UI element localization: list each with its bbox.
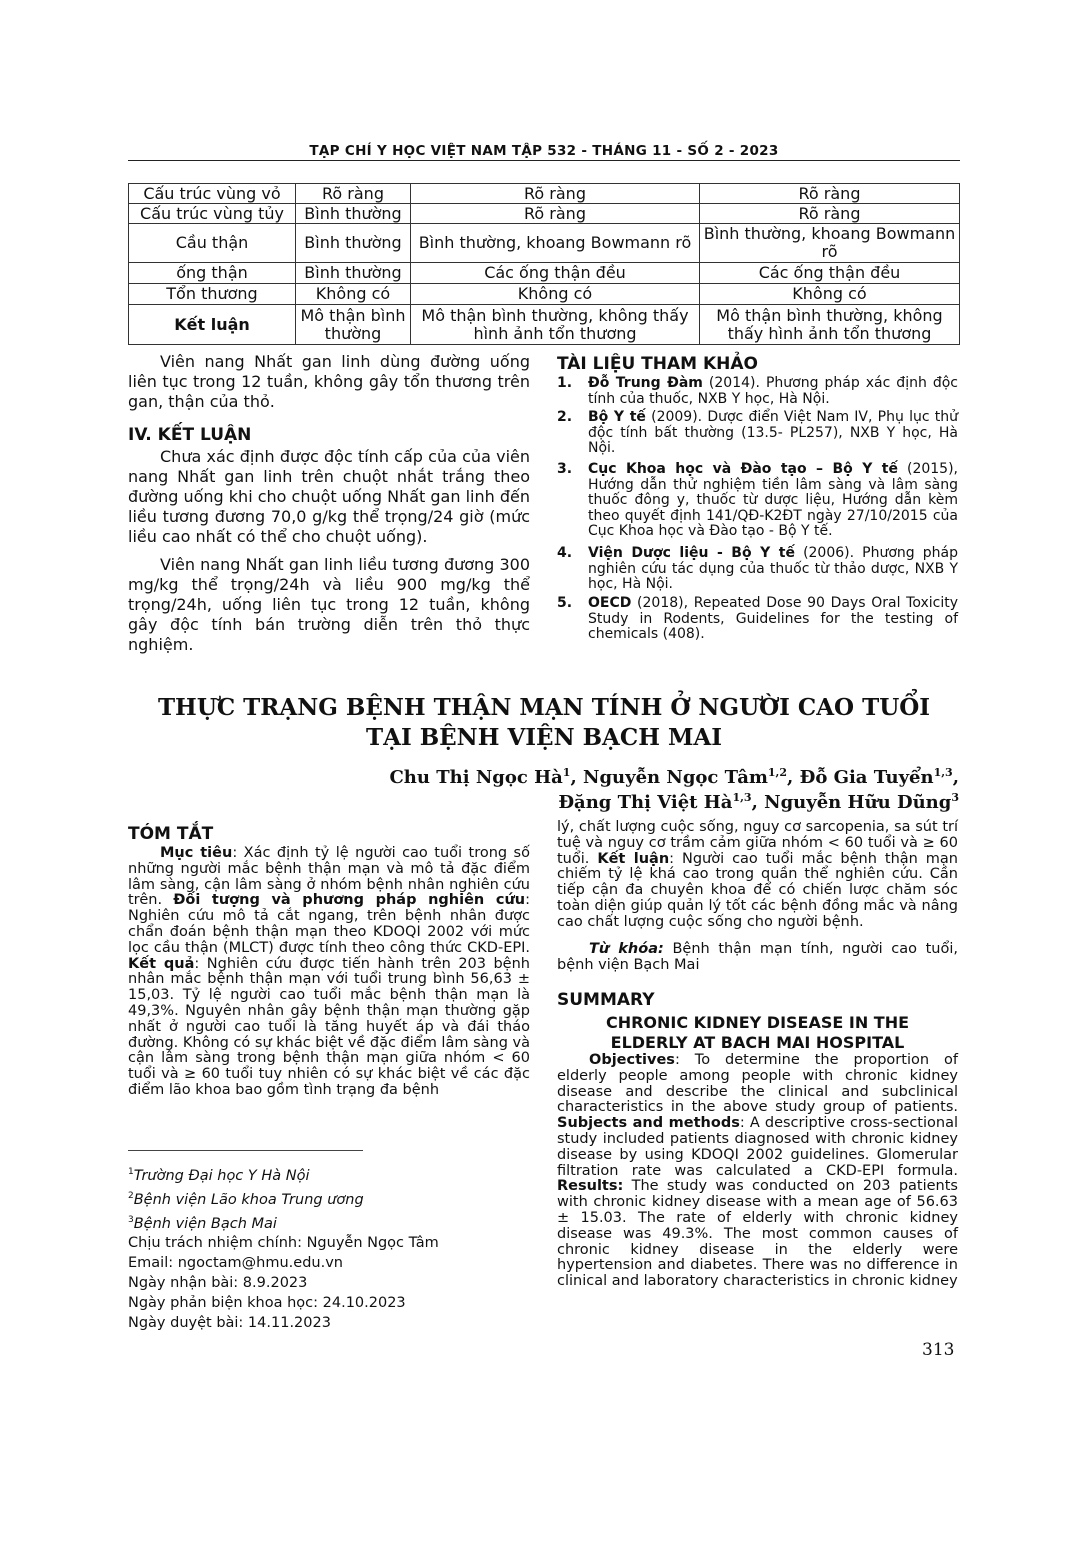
table-row xyxy=(129,204,960,224)
abstract-text: Mục tiêu: Xác định tỷ lệ người cao tuổi trong số những người mắc bệnh thận mạn và mô tả đặc điểm lâm sàng, cận lâm sàng ở nhóm bệnh nhân nghiên cứu trên. Đối tượng và phương pháp nghiên cứu: Nghiên cứu mô tả cắt ngang, trên bệnh nhân được chẩn đoán bệnh thận mạn theo KDOQI 2002 với mức lọc cầu thận (MLCT) được tính theo công thức CKD-EPI. Kết quả: Nghiên cứu được tiến hành trên 203 bệnh nhân mắc bệnh thận mạn với tuổi trung bình 56,63 ± 15,03. Tỷ lệ người cao tuổi mắc bệnh thận mạn là 49,3%. Nguyên nhân gây bệnh thận mạn thường gặp nhất ở người cao tuổi là tăng huyết áp và đái tháo đường. Không có sự khác biệt về đặc điểm lâm sàng và cận lâm sàng trong bệnh thận mạn giữa nhóm < 60 tuổi và ≥ 60 tuổi tuy nhiên có sự khác biệt về các đặc điểm lão khoa bao gồm tình trạng đa bệnh xyxy=(128,845,530,1098)
table-cell: Bình thường xyxy=(296,204,411,224)
reference-item: 3. Cục Khoa học và Đào tạo – Bộ Y tế (2015), Hướng dẫn thử nghiệm tiền lâm sàng và lâm sàng thuốc đông y, thuốc từ dược liệu, Hướng dẫn kèm theo quyết định 141/QĐ-K2ĐT ngày 27/10/2015 của Cục Khoa học và Đào tạo - Bộ Y tế. xyxy=(557,461,958,539)
conclusion-paragraph: Chưa xác định được độc tính cấp của của viên nang Nhất gan linh trên chuột nhắt trắng theo đường uống khi cho chuột uống Nhất gan linh đến liều tương đương 70,0 g/kg thể trọng/24 giờ (mức liều cao nhất có thể cho chuột uống). xyxy=(128,447,530,546)
table-cell: Rõ ràng xyxy=(296,184,411,204)
journal-header: TẠP CHÍ Y HỌC VIỆT NAM TẬP 532 - THÁNG 11 - SỐ 2 - 2023 xyxy=(309,143,779,159)
date-accepted: Ngày duyệt bài: 14.11.2023 xyxy=(128,1315,331,1332)
table-cell: Không có xyxy=(411,284,700,305)
row-label: Cầu thận xyxy=(129,224,296,263)
affiliation-2: $^2$Bệnh viện Lão khoa Trung ương xyxy=(128,1190,364,1208)
reference-item: 4. Viện Dược liệu - Bộ Y tế (2006). Phương pháp nghiên cứu tác dụng của thuốc từ thảo dược, NXB Y học, Hà Nội. xyxy=(557,545,958,592)
table-cell: Rõ ràng xyxy=(700,184,960,204)
affiliation-3: $^3$Bệnh viện Bạch Mai xyxy=(128,1214,277,1232)
table-cell: Bình thường, khoang Bowmann rõ xyxy=(700,224,960,263)
table-row xyxy=(129,263,960,284)
table-row xyxy=(129,284,960,305)
table-cell: Bình thường xyxy=(296,224,411,263)
row-label: ống thận xyxy=(129,263,296,284)
authors-line: Đặng Thị Việt Hà$^{1,3}$, Nguyễn Hữu Dũng$^3$ xyxy=(558,791,959,813)
table-row xyxy=(129,224,960,263)
results-table xyxy=(128,183,960,345)
table-row xyxy=(129,305,960,345)
article-title: TẠI BỆNH VIỆN BẠCH MAI xyxy=(365,724,723,751)
reference-item: 2. Bộ Y tế (2009). Dược điển Việt Nam IV, Phụ lục thử độc tính bất thường (13.5- PL257), NXB Y học, Hà Nội. xyxy=(557,409,958,456)
keywords: Từ khóa: Bệnh thận mạn tính, người cao tuổi, bệnh viện Bạch Mai xyxy=(557,941,958,973)
conclusion-paragraph: Viên nang Nhất gan linh liều tương đương 300 mg/kg thể trọng/24h và liều 900 mg/kg thể trọng/24h, uống liên tục trong 12 tuần, không gây độc tính bán trường diễn trên thỏ thực nghiệm. xyxy=(128,555,530,654)
conclusion-paragraph: Viên nang Nhất gan linh dùng đường uống liên tục trong 12 tuần, không gây tổn thương trên gan, thận của thỏ. xyxy=(128,352,530,411)
page-number: 313 xyxy=(922,1340,955,1360)
summary-title: CHRONIC KIDNEY DISEASE IN THE xyxy=(605,1013,910,1032)
abstract-heading: TÓM TẮT xyxy=(128,824,214,844)
row-label: Kết luận xyxy=(129,305,296,345)
table-cell: Mô thận bình thường xyxy=(296,305,411,345)
summary-title: ELDERLY AT BACH MAI HOSPITAL xyxy=(610,1033,905,1052)
affiliation-1: $^1$Trường Đại học Y Hà Nội xyxy=(128,1167,310,1184)
date-reviewed: Ngày phản biện khoa học: 24.10.2023 xyxy=(128,1295,406,1312)
date-received: Ngày nhận bài: 8.9.2023 xyxy=(128,1275,308,1292)
row-label: Tổn thương xyxy=(129,284,296,305)
footnote-rule xyxy=(128,1150,363,1151)
header-rule xyxy=(128,160,960,161)
references-heading: TÀI LIỆU THAM KHẢO xyxy=(557,354,758,374)
row-label: Cấu trúc vùng tủy xyxy=(129,204,296,224)
table-cell: Rõ ràng xyxy=(411,204,700,224)
article-title: THỰC TRẠNG BỆNH THẬN MẠN TÍNH Ở NGƯỜI CAO TUỔI xyxy=(157,694,931,721)
table-cell: Các ống thận đều xyxy=(411,263,700,284)
footnotes xyxy=(128,1162,439,1333)
email: Email: ngoctam@hmu.edu.vn xyxy=(128,1255,343,1272)
table-cell: Mô thận bình thường, không thấy hình ảnh tổn thương xyxy=(411,305,700,345)
table-cell: Không có xyxy=(700,284,960,305)
table-cell: Bình thường xyxy=(296,263,411,284)
table-cell: Không có xyxy=(296,284,411,305)
authors-line: Chu Thị Ngọc $Hà^1$, Nguyễn Ngọc Tâm$^{1,2}$, Đỗ Gia Tuyển$^{1,3}$, xyxy=(389,766,959,788)
abstract-text-continued: lý, chất lượng cuộc sống, nguy cơ sarcopenia, sa sút trí tuệ và nguy cơ trầm cảm giữa nhóm < 60 tuổi và ≥ 60 tuổi. Kết luận: Người cao tuổi mắc bệnh thận mạn chiếm tỷ lệ khá cao trong quần thể nghiên cứu. Cần tiếp cận đa chuyên khoa để có chiến lược chăm sóc toàn diện giúp quản lý tốt các bệnh đồng mắc và nâng cao chất lượng cuộc sống cho người bệnh. xyxy=(557,819,958,930)
reference-item: 1. Đỗ Trung Đàm (2014). Phương pháp xác định độc tính của thuốc, NXB Y học, Hà Nội. xyxy=(557,375,959,407)
corresponding-author: Chịu trách nhiệm chính: Nguyễn Ngọc Tâm xyxy=(128,1235,439,1252)
row-label: Cấu trúc vùng vỏ xyxy=(129,184,296,204)
table-cell: Bình thường, khoang Bowmann rõ xyxy=(411,224,700,263)
table-cell: Rõ ràng xyxy=(700,204,960,224)
table-row xyxy=(129,184,960,204)
reference-item: 5. OECD (2018), Repeated Dose 90 Days Oral Toxicity Study in Rodents, Guidelines for the testing of chemicals (408). xyxy=(557,595,958,642)
section-heading: IV. KẾT LUẬN xyxy=(128,425,252,445)
summary-heading: SUMMARY xyxy=(557,990,655,1010)
table-cell: Rõ ràng xyxy=(411,184,700,204)
table-cell: Các ống thận đều xyxy=(700,263,960,284)
summary-text: Objectives: To determine the proportion of elderly people among people with chronic kidney disease and describe the clinical and subclinical characteristics in the above study group of patients. Subjects and methods: A descriptive cross-sectional study included patients diagnosed with chronic kidney disease by using KDOQI 2002 guidelines. Glomerular filtration rate was calculated a CKD-EPI formula. Results: The study was conducted on 203 patients with chronic kidney disease with a mean age of 56.63 ± 15.03. The rate of elderly with chronic kidney disease was 49.3%. The most common causes of chronic kidney disease in the elderly were hypertension and diabetes. There was no difference in clinical and laboratory characteristics in chronic kidney xyxy=(557,1052,958,1290)
table-cell: Mô thận bình thường, không thấy hình ảnh tổn thương xyxy=(700,305,960,345)
